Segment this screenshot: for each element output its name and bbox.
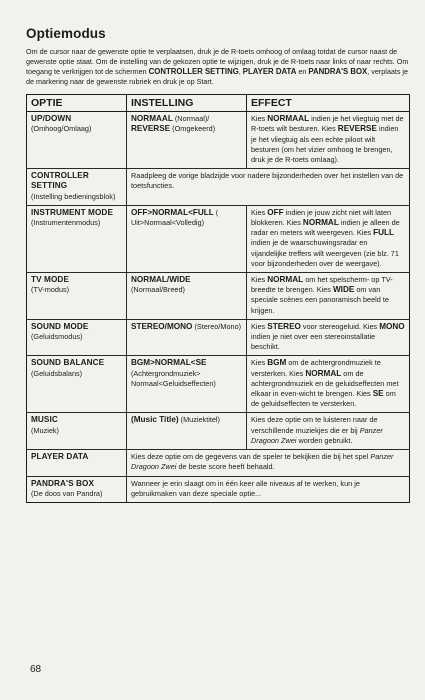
setting-cell: [127, 319, 247, 356]
effect-run: Kies: [251, 275, 268, 285]
effect-cell: [127, 450, 410, 476]
effect-run: om de achtergrondmuziek en de geluidseffecten met elkaar in even-wicht te brengen. Kies: [251, 368, 399, 399]
effect-run: Kies: [251, 358, 268, 368]
effect-run: indien je alleen de radar en meters wilt weergeven. Kies: [251, 218, 400, 238]
effect-run: worden gebruikt.: [296, 435, 353, 445]
effect-run: Kies: [251, 321, 268, 331]
effect-run: indien je het vliegtuig als een echte piloot wilt besturen (om het vizier omhoog te brengen, druk je de R-toets omlaag).: [251, 124, 399, 165]
setting-cell: [127, 273, 247, 320]
manual-page: [26, 26, 409, 503]
effect-cell: [247, 413, 410, 450]
effect-cell: [127, 169, 410, 206]
effect-run: Raadpleeg de vorige bladzijde voor nadere bijzonderheden over het instellen van de toetsfuncties.: [131, 171, 404, 191]
effect-run: Kies: [251, 207, 268, 217]
effect-run: voor stereogeluid. Kies: [300, 321, 380, 331]
effect-cell: [247, 112, 410, 169]
setting-run: REVERSE: [131, 124, 171, 134]
effect-run: SE: [372, 389, 384, 399]
effect-run: OFF: [267, 207, 284, 217]
option-cell: [27, 273, 127, 320]
option-translation: (Geluidsbalans): [31, 368, 83, 378]
effect-run: indien je het vliegtuig met de R-toets wilt besturen. Kies: [251, 114, 404, 134]
header-effect: EFFECT: [247, 95, 410, 112]
option-name: INSTRUMENT MODE: [31, 207, 114, 217]
option-name: PANDRA'S BOX: [31, 478, 95, 488]
table-row: [27, 356, 410, 413]
effect-run: NORMAL: [302, 218, 339, 228]
effect-run: Kies deze optie om te luisteren naar de verschillende muziekjes die er bij: [251, 415, 378, 435]
intro-bold-pandras-box: PANDRA'S BOX: [308, 67, 368, 76]
option-name: UP/DOWN: [31, 114, 72, 124]
effect-run: de beste score heeft behaald.: [176, 462, 275, 472]
effect-run: WIDE: [332, 285, 355, 295]
effect-run: indien je jouw zicht niet wilt laten blokkeren. Kies: [251, 207, 392, 228]
option-name: PLAYER DATA: [31, 452, 89, 462]
table-row: [27, 450, 410, 476]
header-instelling: INSTELLING: [127, 95, 247, 112]
effect-run: indien je niet over een stereoinstallatie beschikt.: [251, 332, 376, 352]
option-translation: (Omhoog/Omlaag): [31, 124, 92, 134]
intro-text-3: en: [296, 67, 309, 76]
option-cell: [27, 450, 127, 476]
table-row: [27, 169, 410, 206]
option-translation: (Instelling bedieningsblok): [31, 191, 116, 201]
effect-cell: [247, 356, 410, 413]
table-row: [27, 273, 410, 320]
setting-run: (Normaal)/: [172, 114, 210, 124]
effect-run: REVERSE: [337, 124, 377, 134]
effect-run: om van speciale scènes een panoramisch beeld te krijgen.: [251, 285, 389, 315]
setting-run: BGM>NORMAL<SE: [131, 358, 207, 368]
option-cell: [27, 319, 127, 356]
intro-bold-player-data: PLAYER DATA: [242, 67, 297, 76]
effect-cell: [247, 205, 410, 272]
option-cell: [27, 413, 127, 450]
option-translation: (De doos van Pandra): [31, 488, 103, 498]
effect-run: Wanneer je erin slaagt om in één keer alle niveaus af te werken, kun je gebruikmaken van deze speciale optie...: [131, 478, 360, 498]
setting-run: (Muziektitel): [178, 415, 220, 425]
option-cell: [27, 356, 127, 413]
intro-text-4: , verplaats je de markering naar de gewenste rubriek en druk je op Start.: [26, 67, 409, 86]
header-optie: OPTIE: [27, 95, 127, 112]
setting-run: ( Uit>Normaal<Volledig): [131, 207, 219, 228]
option-cell: [27, 112, 127, 169]
table-row: [27, 319, 410, 356]
setting-run: (Omgekeerd): [170, 124, 216, 134]
setting-run: (Music Title): [131, 415, 179, 425]
intro-paragraph: [26, 47, 409, 87]
setting-run: (Stereo/Mono): [192, 321, 242, 331]
effect-run: BGM: [267, 358, 287, 368]
option-name: SOUND BALANCE: [31, 358, 105, 368]
effect-run: om het spelscherm- op TV-breedte te brengen. Kies: [251, 275, 393, 295]
table-row: [27, 476, 410, 502]
effect-cell: [247, 273, 410, 320]
effect-run: MONO: [379, 321, 405, 331]
effect-run: NORMAL: [267, 275, 304, 285]
intro-bold-controller-setting: CONTROLLER SETTING: [148, 67, 239, 76]
option-cell: [27, 205, 127, 272]
setting-run: NORMAAL: [131, 114, 173, 124]
table-row: [27, 205, 410, 272]
effect-run: NORMAAL: [267, 114, 310, 124]
setting-run: NORMAL/WIDE: [131, 275, 191, 285]
page-number: 68: [30, 664, 42, 675]
intro-text-1: Om de cursor naar de gewenste optie te verplaatsen, druk je de R-toets omhoog of omlaag totdat de cursor naast de gewenste optie staat. Om de instelling van de gekozen optie te wijzigen, druk je de R-toets naar links of naar rechts. Om toegang te verkrijgen tot de schermen: [26, 47, 409, 76]
option-translation: (TV-modus): [31, 285, 70, 295]
effect-run: FULL: [373, 228, 394, 238]
table-body: [27, 112, 410, 503]
setting-cell: [127, 112, 247, 169]
intro-text-2: ,: [238, 67, 243, 76]
table-row: [27, 112, 410, 169]
option-translation: (Geluidsmodus): [31, 332, 83, 342]
option-name: CONTROLLER SETTING: [31, 171, 89, 191]
setting-run: (Normaal/Breed): [131, 285, 185, 295]
page-heading: Optiemodus: [26, 26, 106, 41]
option-translation: (Muziek): [31, 425, 59, 435]
effect-cell: [247, 319, 410, 356]
option-translation: (Instrumentenmodus): [31, 218, 101, 228]
effect-run: Panzer Dragoon Zwei: [251, 425, 383, 445]
effect-run: indien je de waarschuwingsradar en vijandelijke treffers wilt weergeven (zie blz. 71 voor bijzonderheden over de weergave).: [251, 238, 399, 268]
effect-run: Panzer Dragoon Zwei: [131, 452, 394, 472]
effect-run: Kies: [251, 114, 268, 124]
effect-run: NORMAL: [305, 368, 342, 378]
options-table: [26, 94, 410, 503]
table-header-row: [27, 95, 410, 112]
effect-run: Kies deze optie om de gegevens van de speler te bekijken die bij het spel: [131, 452, 371, 462]
effect-cell: [127, 476, 410, 502]
setting-run: STEREO/MONO: [131, 321, 193, 331]
table-row: [27, 413, 410, 450]
option-name: MUSIC: [31, 415, 58, 425]
setting-run: (Achtergrondmuziek> Normaal<Geluidseffecten): [131, 368, 216, 388]
option-cell: [27, 169, 127, 206]
effect-run: STEREO: [267, 321, 301, 331]
option-name: SOUND MODE: [31, 321, 89, 331]
setting-cell: [127, 356, 247, 413]
effect-run: om de achtergrondmuziek te versterken. Kies: [251, 358, 381, 378]
effect-run: om de geluidseffecten te versterken.: [251, 389, 396, 409]
setting-cell: [127, 205, 247, 272]
setting-cell: [127, 413, 247, 450]
setting-run: OFF>NORMAL<FULL: [131, 207, 214, 217]
option-cell: [27, 476, 127, 502]
option-name: TV MODE: [31, 275, 69, 285]
